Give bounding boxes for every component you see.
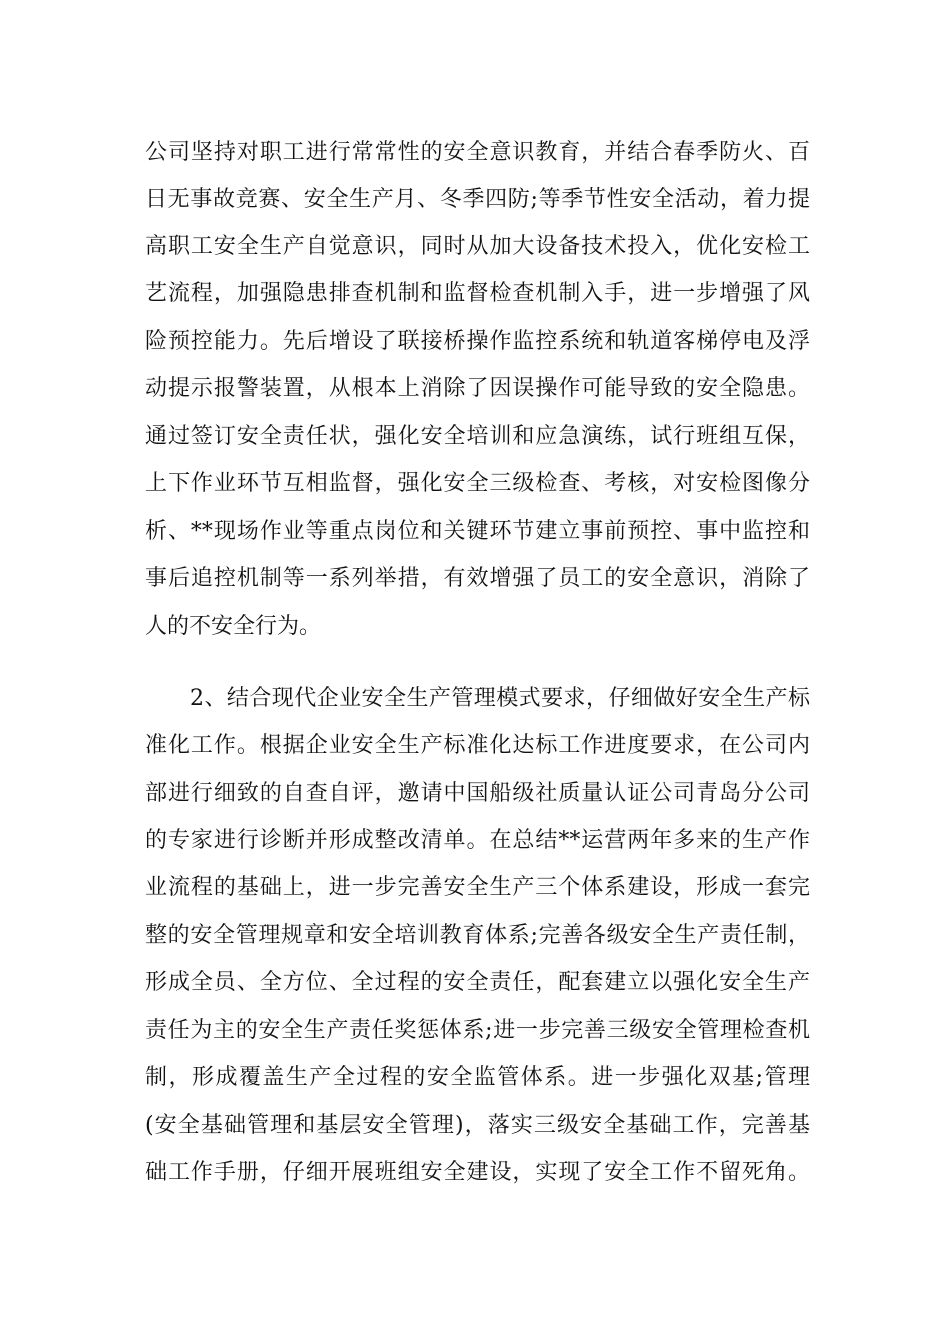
text-line: (安全基础管理和基层安全管理)，落实三级安全基础工作，完善基 bbox=[145, 1113, 810, 1138]
text-line: 公司坚持对职工进行常常性的安全意识教育，并结合春季防火、百 bbox=[145, 140, 810, 165]
text-line: 准化工作。根据企业安全生产标准化达标工作进度要求，在公司内 bbox=[145, 733, 810, 758]
text-line: 日无事故竞赛、安全生产月、冬季四防;等季节性安全活动，着力提 bbox=[145, 187, 810, 212]
text-line: 部进行细致的自查自评，邀请中国船级社质量认证公司青岛分公司 bbox=[145, 781, 810, 806]
text-line: 人的不安全行为。 bbox=[145, 614, 322, 639]
text-line: 艺流程，加强隐患排查机制和监督检查机制入手，进一步增强了风 bbox=[145, 281, 810, 306]
text-line: 上下作业环节互相监督，强化安全三级检查、考核，对安检图像分 bbox=[145, 471, 810, 496]
text-line: 通过签订安全责任状，强化安全培训和应急演练，试行班组互保， bbox=[145, 424, 810, 449]
text-line: 高职工安全生产自觉意识，同时从加大设备技术投入，优化安检工 bbox=[145, 234, 810, 259]
text-line: 整的安全管理规章和安全培训教育体系;完善各级安全生产责任制， bbox=[145, 923, 810, 948]
text-line: 的专家进行诊断并形成整改清单。在总结**运营两年多来的生产作 bbox=[145, 828, 810, 853]
text-line: 动提示报警装置，从根本上消除了因误操作可能导致的安全隐患。 bbox=[145, 376, 810, 401]
text-line: 险预控能力。先后增设了联接桥操作监控系统和轨道客梯停电及浮 bbox=[145, 329, 810, 354]
text-line: 业流程的基础上，进一步完善安全生产三个体系建设，形成一套完 bbox=[145, 875, 810, 900]
text-line: 础工作手册，仔细开展班组安全建设，实现了安全工作不留死角。 bbox=[145, 1160, 810, 1185]
text-line: 责任为主的安全生产责任奖惩体系;进一步完善三级安全管理检查机 bbox=[145, 1018, 810, 1043]
text-line: 形成全员、全方位、全过程的安全责任，配套建立以强化安全生产 bbox=[145, 970, 810, 995]
text-line: 事后追控机制等一系列举措，有效增强了员工的安全意识，消除了 bbox=[145, 566, 810, 591]
text-line: 析、**现场作业等重点岗位和关键环节建立事前预控、事中监控和 bbox=[145, 519, 810, 544]
text-line: 制，形成覆盖生产全过程的安全监管体系。进一步强化双基;管理 bbox=[145, 1065, 810, 1090]
text-line: 2、结合现代企业安全生产管理模式要求，仔细做好安全生产标 bbox=[190, 686, 810, 711]
